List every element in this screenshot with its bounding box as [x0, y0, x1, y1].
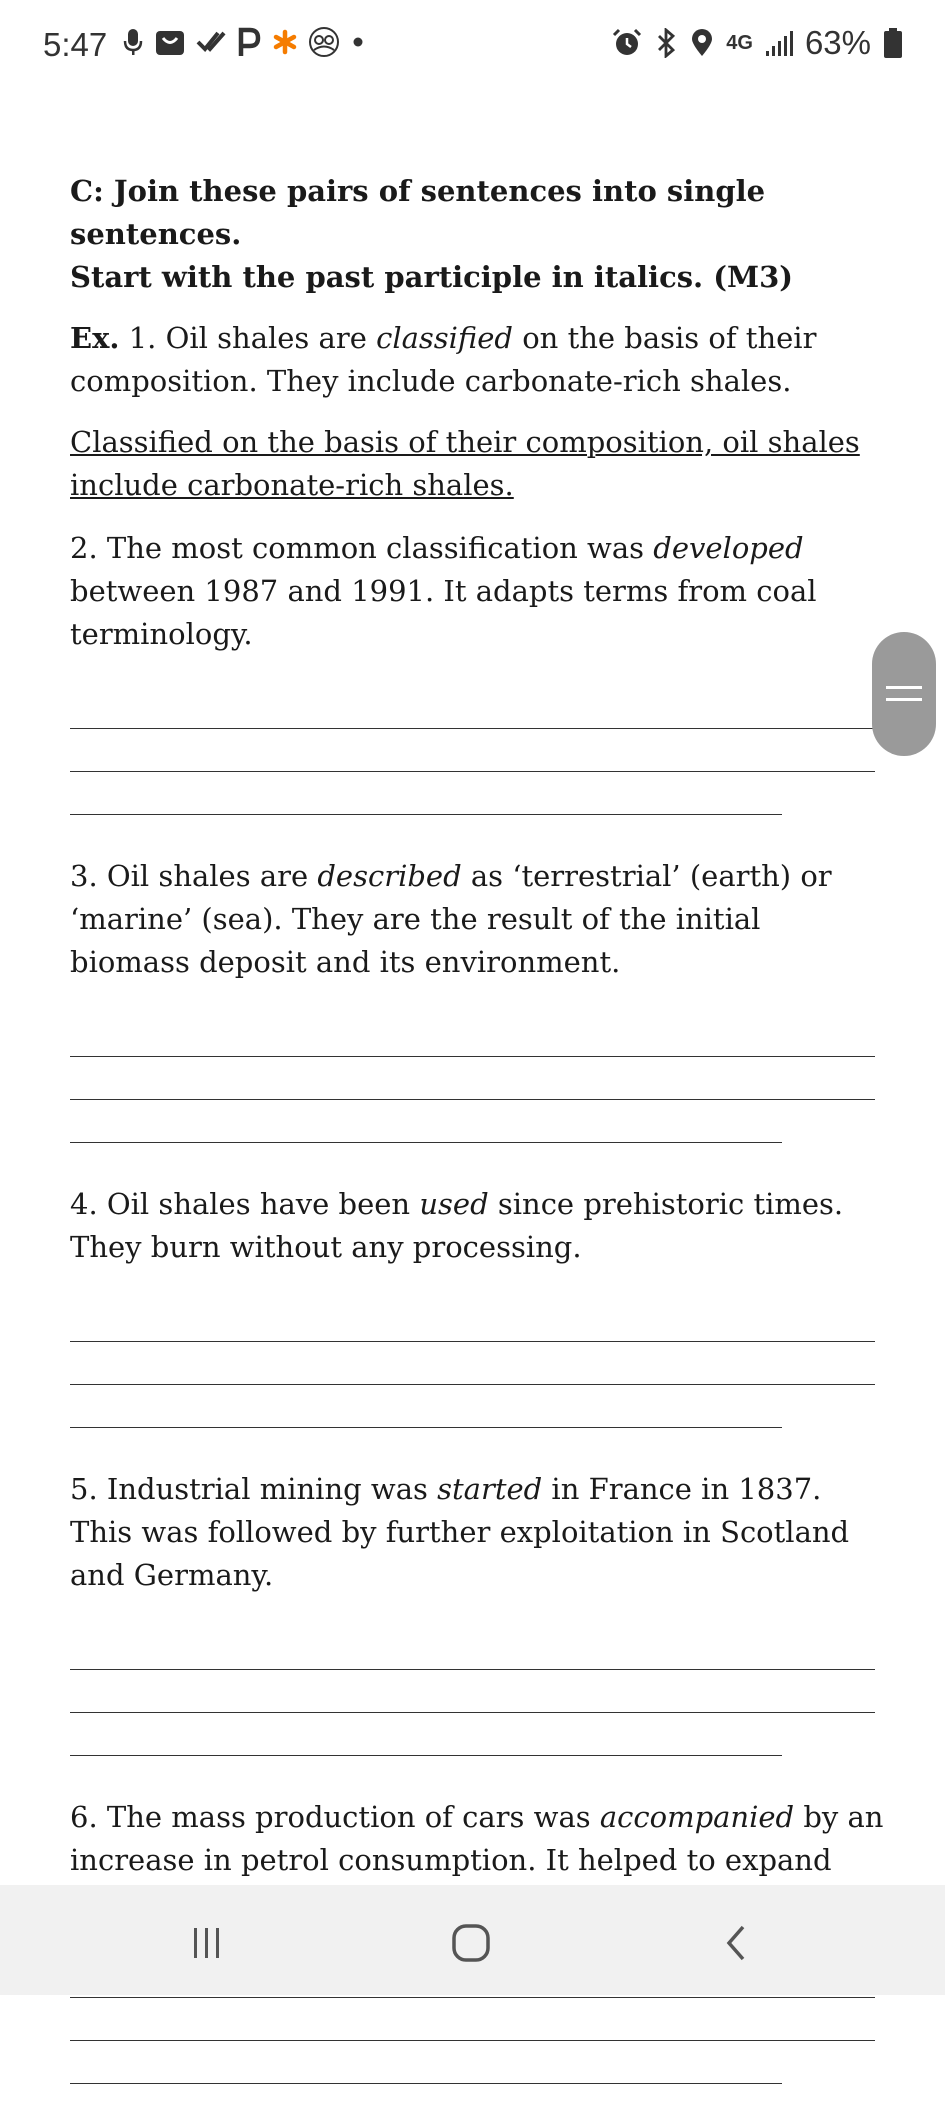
battery-icon: [883, 27, 903, 59]
clock: 5:47: [43, 26, 108, 63]
home-button[interactable]: [441, 1913, 501, 1973]
question-participle: accompanied: [599, 1800, 795, 1834]
back-button[interactable]: [706, 1913, 766, 1973]
answer-lines-2: [70, 686, 885, 815]
location-icon: [690, 28, 714, 58]
heading-line-1: C: Join these pairs of sentences into single sentences.: [70, 174, 766, 251]
answer-line[interactable]: [70, 1670, 875, 1713]
question-5: [70, 1468, 885, 1597]
exercise-heading: [70, 170, 885, 299]
network-type: 4G: [726, 31, 753, 54]
question-text-after: as ‘terrestrial’ (earth) or ‘marine’ (sea). They are the result of the initial biomass deposit and its environment.: [70, 859, 832, 979]
example-num: 1. Oil shales are: [119, 321, 377, 355]
question-participle: described: [317, 859, 462, 893]
answer-lines-3: [70, 1014, 885, 1143]
drag-handle-icon: [884, 682, 924, 706]
worksheet: [70, 170, 885, 2124]
back-icon: [721, 1923, 751, 1963]
bag-icon: [154, 27, 186, 57]
answer-line[interactable]: [70, 1998, 875, 2041]
question-text-after: by an increase in petrol consumption. It helped to expand: [70, 1800, 884, 1877]
question-text-after: in France in 1837. This was followed by further exploitation in Scotland and Germany.: [70, 1472, 850, 1592]
answer-line[interactable]: [70, 729, 875, 772]
question-text-after: since prehistoric times. They burn without any processing.: [70, 1187, 844, 1264]
asterisk-icon: [272, 29, 298, 55]
question-text-before: 6. The mass production of cars was: [70, 1800, 600, 1834]
question-participle: developed: [653, 531, 804, 565]
question-participle: started: [437, 1472, 543, 1506]
answer-line[interactable]: [70, 1100, 782, 1143]
answer-line[interactable]: [70, 1057, 875, 1100]
alarm-icon: [612, 28, 642, 58]
heading-line-2: Start with the past participle in italics. (M3): [70, 260, 793, 294]
signal-icon: [765, 29, 793, 57]
example-participle: classified: [376, 321, 513, 355]
recents-icon: [189, 1926, 225, 1960]
microphone-icon: [122, 27, 144, 57]
question-text-before: 5. Industrial mining was: [70, 1472, 438, 1506]
answer-line[interactable]: [70, 1385, 782, 1428]
answer-line[interactable]: [70, 2041, 782, 2084]
question-2: [70, 527, 885, 656]
example-question: [70, 317, 885, 403]
battery-percent: 63%: [804, 24, 871, 61]
answer-lines-5: [70, 1627, 885, 1756]
status-bar: [0, 0, 945, 92]
example-label: Ex.: [70, 321, 120, 355]
answer-line[interactable]: [70, 1299, 875, 1342]
answer-line[interactable]: [70, 1342, 875, 1385]
question-3: [70, 855, 885, 984]
home-icon: [450, 1922, 492, 1964]
question-text-before: 4. Oil shales have been: [70, 1187, 420, 1221]
example-answer: Classified on the basis of their composition, oil shales include carbonate-rich shales.: [70, 425, 860, 502]
dot-icon: [350, 34, 366, 50]
question-participle: used: [419, 1187, 489, 1221]
navigation-bar: [0, 1885, 945, 1995]
answer-line[interactable]: [70, 1014, 875, 1057]
example-rest: on the basis of their composition. They include carbonate-rich shales.: [70, 321, 817, 398]
people-icon: [308, 26, 340, 58]
answer-line[interactable]: [70, 686, 875, 729]
question-text-before: 2. The most common classification was: [70, 531, 654, 565]
scroll-handle[interactable]: [872, 632, 936, 756]
double-check-icon: [196, 27, 226, 57]
question-4: [70, 1183, 885, 1269]
system-icons: [612, 24, 903, 62]
question-text-after: between 1987 and 1991. It adapts terms from coal terminology.: [70, 574, 817, 651]
bluetooth-icon: [654, 28, 678, 58]
p-app-icon: [236, 26, 262, 58]
recents-button[interactable]: [177, 1913, 237, 1973]
answer-line[interactable]: [70, 1627, 875, 1670]
notification-icons: [122, 26, 366, 58]
answer-lines-4: [70, 1299, 885, 1428]
question-text-before: 3. Oil shales are: [70, 859, 318, 893]
answer-line[interactable]: [70, 1713, 782, 1756]
answer-line[interactable]: [70, 772, 782, 815]
